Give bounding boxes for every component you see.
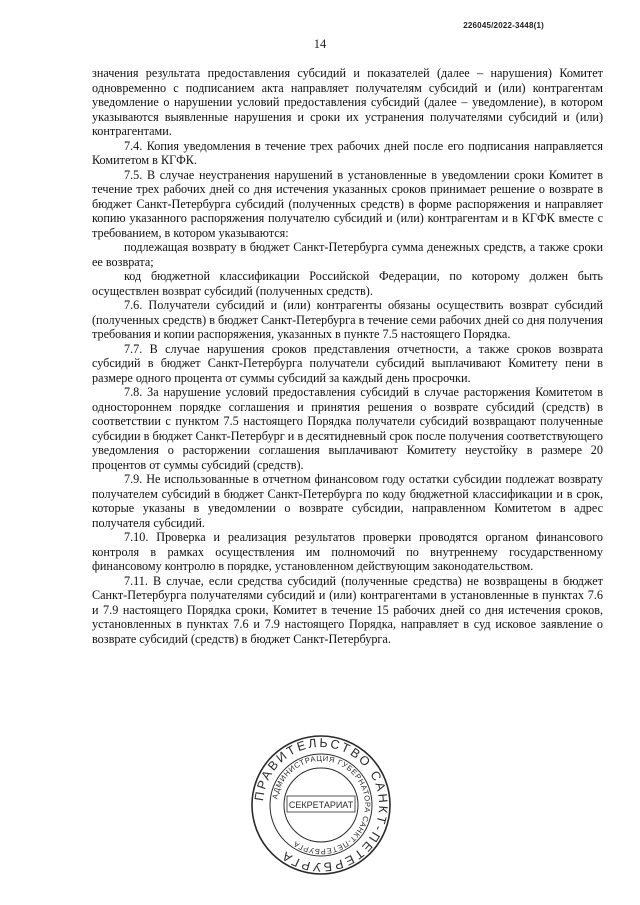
page-number: 14 (313, 37, 327, 51)
paragraph-7-5: 7.5. В случае неустранения нарушений в установленные в уведомлении сроки Комитет в течение трех рабочих дней со дня истечения указанных сроков принимает решение о возврате в бюджет Санкт-Петербурга субсидий (полученных средств) в форме распоряжения и направляет копию указанного распоряжения получателю субсидий и (или) контрагентам и в КГФК вместе с требованием, в котором указываются: (92, 167, 603, 240)
paragraph-7-9: 7.9. Не использованные в отчетном финансовом году остатки субсидии подлежат возврату получателем субсидий в бюджет Санкт-Петербурга по коду бюджетной классификации и в срок, которые указаны в уведомлении о возврате субсидии, направленном Комитетом в адрес получателя субсидий. (92, 472, 603, 530)
stamp-outer-text: ПРАВИТЕЛЬСТВО САНКТ-ПЕТЕРБУРГА (251, 735, 391, 875)
paragraph-continuation: значения результата предоставления субсидий и показателей (далее – нарушения) Комитет одновременно с подписанием акта направляет получателям субсидий и (или) контрагентам уведомление о нарушении условий предоставления субсидий (далее – уведомление), в котором указываются выявленные нарушения и сроки их устранения получателями субсидий и (или) контрагентами. (92, 66, 603, 138)
paragraph-7-6: 7.6. Получатели субсидий и (или) контрагенты обязаны осуществить возврат субсидий (полученных средств) в бюджет Санкт-Петербурга в течение семи рабочих дней со дня получения требования и копии распоряжения, указанных в пункте 7.5 настоящего Порядка. (92, 298, 603, 341)
paragraph-7-7: 7.7. В случае нарушения сроков представления отчетности, а также сроков возврата субсидий в бюджет Санкт-Петербурга получатели субсидий выплачивают Комитету пени в размере одного процента от суммы субсидий за каждый день просрочки. (92, 341, 603, 385)
stamp-center-text: СЕКРЕТАРИАТ (288, 800, 354, 810)
paragraph-7-10: 7.10. Проверка и реализация результатов проверки проводятся органом финансового контроля в рамках осуществления им полномочий по внутреннему государственному финансовому контролю в порядке, установленном действующим законодательством. (92, 530, 603, 573)
paragraph-7-11: 7.11. В случае, если средства субсидий (полученные средства) не возвращены в бюджет Санкт-Петербурга получателями субсидий и (или) контрагентами в установленные в пунктах 7.6 и 7.9 настоящего Порядка сроки, Комитет в течение 15 рабочих дней со дня истечения сроков, установленных в пунктах 7.6 и 7.9 настоящего Порядка, направляет в суд исковое заявление о возврате субсидий (средств) в бюджет Санкт-Петербурга. (92, 573, 603, 646)
paragraph-7-5-item-amount: подлежащая возврату в бюджет Санкт-Петербурга сумма денежных средств, а также сроки ее возврата; (92, 240, 603, 269)
paragraph-7-5-item-code: код бюджетной классификации Российской Федерации, по которому должен быть осуществлен возврат субсидий (полученных средств). (92, 269, 603, 298)
stamp-inner-text: АДМИНИСТРАЦИЯ ГУБЕРНАТОРА САНКТ-ПЕТЕРБУРГА (270, 753, 373, 857)
document-body (92, 66, 603, 646)
document-registration-number: 226045/2022-3448(1) (463, 21, 544, 30)
paragraph-7-4: 7.4. Копия уведомления в течение трех рабочих дней после его подписания направляется Комитетом в КГФК. (92, 138, 603, 167)
secretariat-stamp (250, 734, 392, 876)
paragraph-7-8: 7.8. За нарушение условий предоставления субсидий в случае расторжения Комитетом в одностороннем порядке соглашения и принятия решения о возврате субсидий (средств) в соответствии с пунктом 7.5 настоящего Порядка получатели субсидий возвращают полученные субсидии в бюджет Санкт-Петербург и в десятидневный срок после получения соответствующего уведомления о расторжении соглашения выплачивают Комитету неустойку в размере 20 процентов от суммы субсидий (средств). (92, 385, 603, 472)
